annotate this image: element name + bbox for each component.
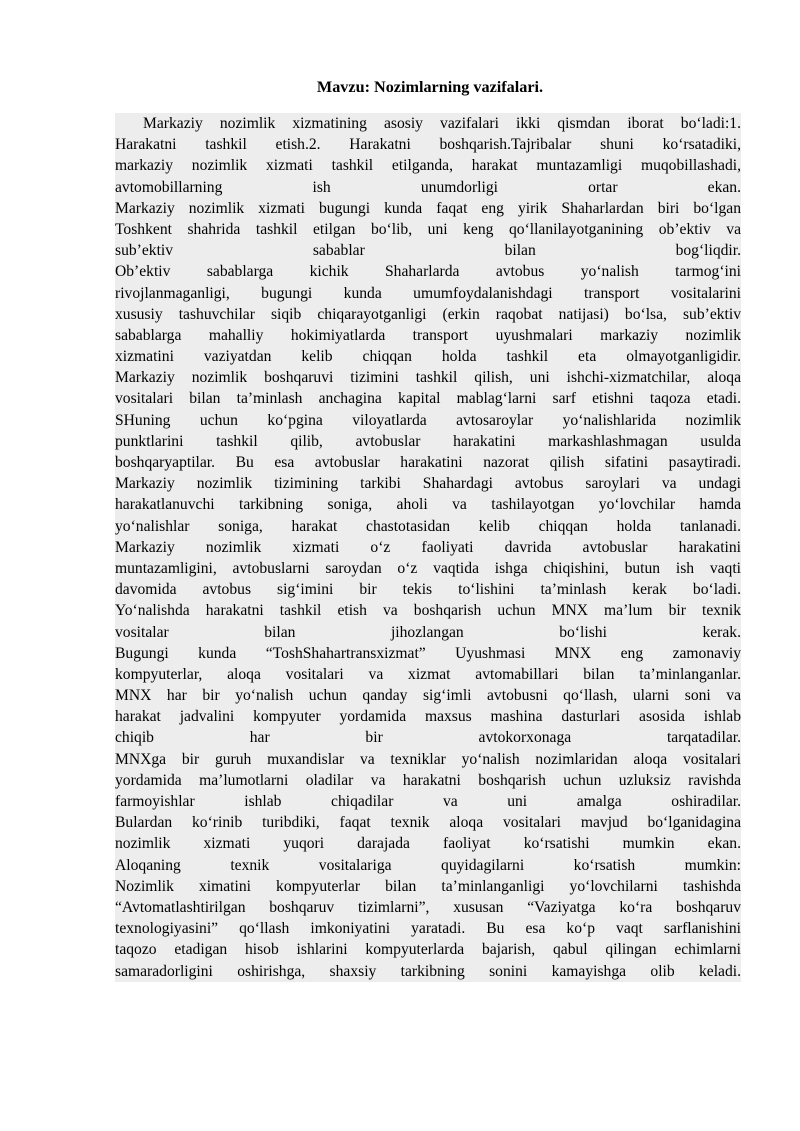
text-line: Nozimlik ximatini kompyuterlar bilan ta’minlanganligi yo‘lovchilarni tashishda [115, 876, 741, 897]
document-body [115, 113, 741, 982]
text-line: taqozo etadigan hisob ishlarini kompyuterlarda bajarish, qabul qilingan echimlarni [115, 939, 741, 960]
text-line: davomida avtobus sig‘imini bir tekis to‘lishini ta’minlash kerak bo‘ladi. [115, 579, 741, 600]
text-line: “Avtomatlashtirilgan boshqaruv tizimlarni”, xususan “Vaziyatga ko‘ra boshqaruv [115, 897, 741, 918]
text-line: vositalar bilan jihozlangan bo‘lishi kerak. [115, 622, 741, 643]
text-line: SHuning uchun ko‘pgina viloyatlarda avtosaroylar yo‘nalishlarida nozimlik [115, 410, 741, 431]
text-line: avtomobillarning ish unumdorligi ortar ekan. [115, 177, 741, 198]
text-line: kompyuterlar, aloqa vositalari va xizmat avtomabillari bilan ta’minlanganlar. [115, 664, 741, 685]
text-line: xususiy tashuvchilar siqib chiqarayotganligi (erkin raqobat natijasi) bo‘lsa, sub’ektiv [115, 304, 741, 325]
text-line: punktlarini tashkil qilib, avtobuslar harakatini markashlashmagan usulda [115, 431, 741, 452]
text-line: Markaziy nozimlik xizmati bugungi kunda faqat eng yirik Shaharlardan biri bo‘lgan [115, 198, 741, 219]
text-line: markaziy nozimlik xizmati tashkil etilganda, harakat muntazamligi muqobillashadi, [115, 155, 741, 176]
text-line: Aloqaning texnik vositalariga quyidagilarni ko‘rsatish mumkin: [115, 855, 741, 876]
text-line: Ob’ektiv sabablarga kichik Shaharlarda avtobus yo‘nalish tarmog‘ini [115, 261, 741, 282]
text-line: farmoyishlar ishlab chiqadilar va uni amalga oshiradilar. [115, 791, 741, 812]
text-line: rivojlanmaganligi, bugungi kunda umumfoydalanishdagi transport vositalarini [115, 283, 741, 304]
text-line: Harakatni tashkil etish.2. Harakatni boshqarish.Tajribalar shuni ko‘rsatadiki, [115, 134, 741, 155]
document-title: Mavzu: Nozimlarning vazifalari. [316, 78, 544, 96]
text-line: Markaziy nozimlik tizimining tarkibi Shahardagi avtobus saroylari va undagi [115, 473, 741, 494]
text-line: Bulardan ko‘rinib turibdiki, faqat texnik aloqa vositalari mavjud bo‘lganidagina [115, 812, 741, 833]
text-line: Markaziy nozimlik xizmati o‘z faoliyati davrida avtobuslar harakatini [115, 537, 741, 558]
text-line: vositalari bilan ta’minlash anchagina kapital mablag‘larni sarf etishni taqoza etadi. [115, 388, 741, 409]
text-line: Yo‘nalishda harakatni tashkil etish va boshqarish uchun MNX ma’lum bir texnik [115, 600, 741, 621]
text-line: sabablarga mahalliy hokimiyatlarda transport uyushmalari markaziy nozimlik [115, 325, 741, 346]
text-line: Markaziy nozimlik boshqaruvi tizimini tashkil qilish, uni ishchi-xizmatchilar, aloqa [115, 367, 741, 388]
text-line: sub’ektiv sabablar bilan bog‘liqdir. [115, 240, 741, 261]
text-line: texnologiyasini” qo‘llash imkoniyatini yaratadi. Bu esa ko‘p vaqt sarflanishini [115, 918, 741, 939]
text-line: harakat jadvalini kompyuter yordamida maxsus mashina dasturlari asosida ishlab [115, 706, 741, 727]
text-line: chiqib har bir avtokorxonaga tarqatadilar. [115, 727, 741, 748]
text-line: Bugungi kunda “ToshShahartransxizmat” Uyushmasi MNX eng zamonaviy [115, 643, 741, 664]
text-line: Toshkent shahrida tashkil etilgan bo‘lib, uni keng qo‘llanilayotganining ob’ektiv va [115, 219, 741, 240]
text-line: boshqaryaptilar. Bu esa avtobuslar harakatini nazorat qilish sifatini pasaytiradi. [115, 452, 741, 473]
text-line: yordamida ma’lumotlarni oladilar va harakatni boshqarish uchun uzluksiz ravishda [115, 770, 741, 791]
text-line: MNXga bir guruh muxandislar va texniklar yo‘nalish nozimlaridan aloqa vositalari [115, 749, 741, 770]
text-line: MNX har bir yo‘nalish uchun qanday sig‘imli avtobusni qo‘llash, ularni soni va [115, 685, 741, 706]
text-line: xizmatini vaziyatdan kelib chiqqan holda tashkil eta olmayotganligidir. [115, 346, 741, 367]
text-line: yo‘nalishlar soniga, harakat chastotasidan kelib chiqqan holda tanlanadi. [115, 516, 741, 537]
text-line: samaradorligini oshirishga, shaxsiy tarkibning sonini kamayishga olib keladi. [115, 961, 741, 982]
text-line: harakatlanuvchi tarkibning soniga, aholi va tashilayotgan yo‘lovchilar hamda [115, 494, 741, 515]
text-line: Markaziy nozimlik xizmatining asosiy vazifalari ikki qismdan iborat bo‘ladi:1. [115, 113, 741, 134]
text-line: muntazamligini, avtobuslarni saroydan o‘z vaqtida ishga chiqishini, butun ish vaqti [115, 558, 741, 579]
text-line: nozimlik xizmati yuqori darajada faoliyat ko‘rsatishi mumkin ekan. [115, 833, 741, 854]
